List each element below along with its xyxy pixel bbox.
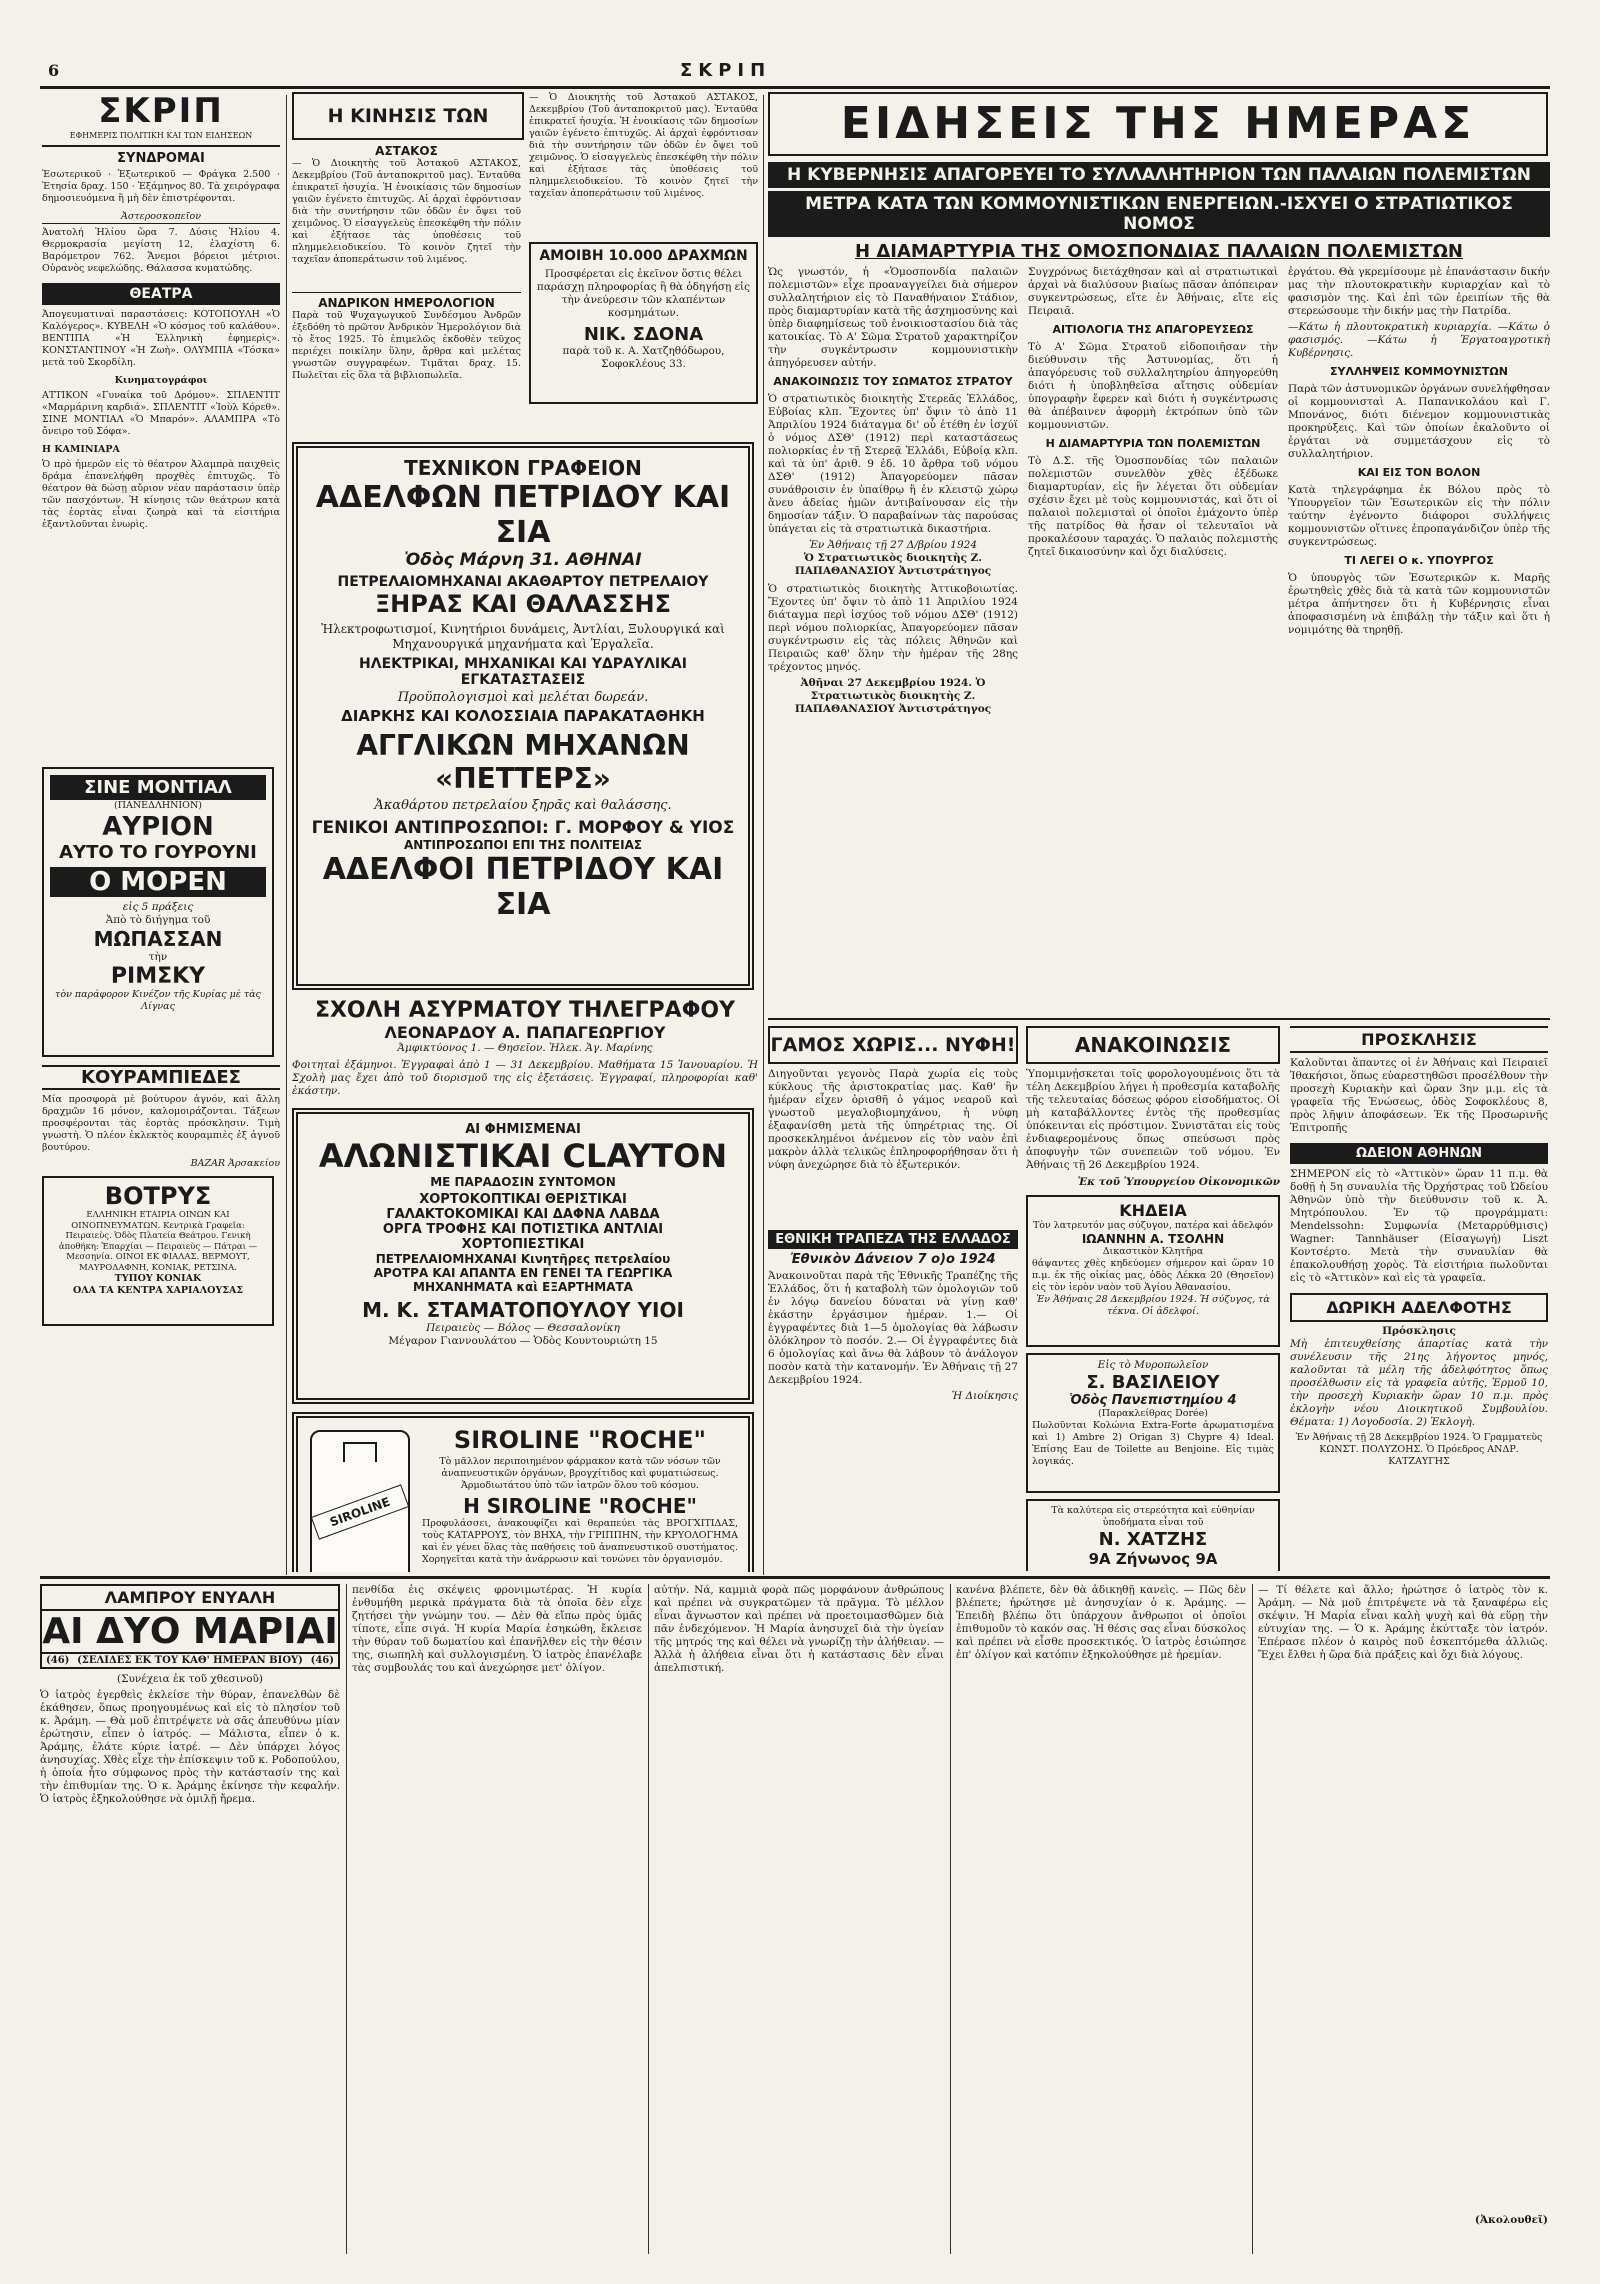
bank-text: Ἀνακοινοῦται παρὰ τῆς Ἐθνικῆς Τραπέζης τῆς Ἑλλάδος, ὅτι ἡ καταβολὴ τῶν ὁμολογιῶν τοῦ ἐν λόγῳ δανείου δύναται νὰ γίνῃ καθ' ἑκάστην ἐργάσιμον ἡμέραν. 1.— Οἱ ἐγγραφέντες διὰ 1—5 ὁμολογίας θὰ λάβωσιν ὁλόκληρον τὸ ποσόν. 2.— Οἱ ἐγγραφέντες διὰ 6 ὁμολογίας καὶ ἄνω θὰ λάβουν τὸ ἀνάλογον ποσὸν κατὰ τὴν κατανομήν. Ἐν Ἀθήναις τῇ 27 Δεκεμβρίου 1924.	[768, 1270, 1018, 1386]
serial-column-2: πενθίδα ἐις σκέψεις φρονιμωτέρας. Ἡ κυρία ἐνθυμήθη μερικὰ πράγματα διὰ τὰ ὁποῖα δὲν εἶχε ζητήσει τὴν γνώμην του. — Δὲν θὰ εἴπω πρὸς ὑμᾶς τίποτε, εἶπε σιγά. Ἡ κυρία Μαρία ἐσηκώθη, ἔκλεισε τὴν θύραν τοῦ δωματίου καὶ ἐπανῆλθεν εἰς τὴν θέσιν της, σιωπηλὴ καὶ συλλογισμένη. Ὁ ἰατρὸς ἐπανέλαβε τὰς συμβουλάς του καὶ ἀνεχώρησε μετ' ὀλίγον.	[352, 1584, 642, 1674]
perfume-name: Σ. ΒΑΣΙΛΕΙΟΥ	[1086, 1372, 1220, 1393]
serial-column-5: — Τί θέλετε καὶ ἄλλο; ἠρώτησε ὁ ἰατρὸς τὸν κ. Ἀράμη. — Νὰ μοῦ ἐπιτρέψετε νὰ τὰ ξαναφέρω εἰς σκέψιν. Ἡ Μαρία εἶναι καλὴ ψυχὴ καὶ θὰ εὕρῃ τὴν εὐτυχίαν της. — Ὁ κ. Ἀράμης ἐκύτταξε τὸν ἰατρόν. Ἐπέρασε πλέον ὁ καιρὸς ποῦ ἐσκεπτόμεθα ἀλλιῶς. Ἔχει ἔλθει ἡ ὥρα διὰ πράξεις καὶ ὄχι διὰ λόγους.	[1258, 1584, 1548, 1661]
cinema-ad-title: ΑΥΤΟ ΤΟ ΓΟΥΡΟΥΝΙ	[59, 842, 257, 863]
doric-sign: Ἐν Ἀθήναις τῇ 28 Δεκεμβρίου 1924. Ὁ Γραμματεὺς ΚΩΝΣΤ. ΠΟΛΥΖΟΗΣ. Ὁ Πρόεδρος ΑΝΔΡ. ΚΑΤΖΑΥΓΗΣ	[1295, 1432, 1543, 1467]
news-bottom-rule	[768, 1018, 1550, 1020]
news-col-a-lead: Ὡς γνωστόν, ἡ «Ὁμοσπονδία παλαιῶν πολεμιστῶν» εἶχε προαναγγείλει διὰ σήμερον συλλαλητήριον εἰς τὸ Παναθήναιον Στάδιον, πρὸς διαμαρτυρίαν κατὰ τῆς ἀσχημοσύνης καὶ ὑπὲρ διαφημίσεως τοῦ ἐνοικιοστασίου διὰ τὰς κατοικίας. Τὸ Α' Σῶμα Στρατοῦ χαρακτηρίζον τὴν συγκέντρωσιν κομμουνιστικὴν ἀπηγόρευσεν αὐτήν.	[768, 266, 1019, 369]
serial-section	[40, 1584, 1550, 2264]
serial-author: ΛΑΜΠΡΟΥ ΕΝΥΑΛΗ	[40, 1584, 340, 1611]
doric-text: Μὴ ἐπιτευχθείσης ἀπαρτίας κατὰ τὴν συνέλευσιν τῆς 21ης λήγοντος μηνός, καλοῦνται τὰ μέλη τῆς ἀδελφότητος ὅπως προσέλθωσιν εἰς τὰ γραφεῖα αὐτῆς, Ἑρμοῦ 10, τὴν προσεχὴ Κυριακὴν ὥραν 10 π.μ. πρὸς ἐκλογὴν νέου Διοικητικοῦ Συμβουλίου. Θέματα: 1) Λογοδοσία. 2) Ἐκλογὴ.	[1290, 1338, 1548, 1428]
serial-column-1: Ὁ ἰατρὸς ἐγερθεὶς ἐκλείσε τὴν θύραν, ἐπανελθὼν δὲ ἐκάθησεν, ὅπως προηγουμένως καὶ εἰς τὸ πλησίον τοῦ κ. Ἀράμη. — Θὰ μοῦ ἐπιτρέψετε νὰ σᾶς ἀπευθύνω μίαν ἐρώτησιν, εἶπεν ὁ ἰατρός. — Μάλιστα, εἶπεν ὁ κ. Ἀράμης, ἐλάτε κύριε ἰατρέ. — Δὲν ὑπάρχει λόγος ἀνησυχίας. Χθὲς εἶχε τὴν ἐπίσκεψιν τοῦ κ. Ροδοπούλου, ἡ ὁποία ἦτο σύμφωνος πρὸς τὴν κατάστασίν της καὶ τὴν ἐπιθυμίαν της. Ὁ κ. Ἀράμης ἐκίνησε τὴν κεφαλήν. Ὁ ἰατρὸς ἐξηκολούθησε νὰ ὁμιλῇ ἤρεμα.	[40, 1689, 340, 1805]
notes-title: Η ΚΑΜΙΝΙΑΡΑ	[42, 444, 120, 455]
clayton-line-4: ΧΟΡΤΟΠΙΕΣΤΙΚΑΙ	[461, 1237, 585, 1252]
wine-ad-brand: ΤΥΠΟΥ ΚΟΝΙΑΚ	[114, 1273, 202, 1284]
news-col-a-date: Ἐν Ἀθήναις τῇ 27 Δ/βρίου 1924	[808, 539, 978, 551]
masthead	[40, 58, 1540, 84]
observatory-text: Ἀνατολή Ἡλίου ὥρα 7. Δύσις Ἡλίου 4. Θερμοκρασία μεγίστη 12, ἐλαχίστη 6. Βαρόμετρον 762. Ἄνεμοι βόρειοι μέτριοι. Οὐρανὸς νεφελώδης. Θάλασσα κυματώδης.	[42, 227, 280, 274]
funeral-sign: Ἐν Ἀθήναις 28 Δεκεμβρίου 1924. Ἡ σύζυγος, τὰ τέκνα. Οἱ ἀδελφοί.	[1036, 1294, 1270, 1317]
serial-end: (Ἀκολουθεῖ)	[1474, 2214, 1548, 2226]
clayton-line-10: Μέγαρον Γιαννουλάτου — Ὁδὸς Κουντουριώτη 15	[388, 1335, 658, 1347]
siroline-bottle-label: SIROLINE	[311, 1484, 409, 1539]
cinema-ad-tomorrow: ΑΥΡΙΟΝ	[102, 812, 214, 842]
serial-column-3: αὐτήν. Νά, καμμιὰ φορὰ πῶς μορφάνουν ἀνθρώπους καὶ πρέπει νὰ συγκρατῶμεν τὰ πρᾶγμα. Τὸ μέλλον εἶναι ἄγνωστον καὶ πρέπει νὰ προετοιμασθῶμεν διὰ πᾶν ἐνδεχόμενον. Ἡ Μαρία ἀνησυχεῖ διὰ τὴν ὑγείαν τῆς μητρός της καὶ θέλει νὰ γνωρίζῃ τὴν ἀλήθειαν. — Ἀλλὰ ἡ ἀλήθεια εἶναι ὅτι ἡ κατάστασις δὲν εἶναι ἀπελπιστική.	[654, 1584, 944, 1674]
news-col-c-subhead-3: ΤΙ ΛΕΓΕΙ Ο κ. ΥΠΟΥΡΓΟΣ	[1344, 554, 1494, 567]
school-address: Ἀμφικτύονος 1. — Θησεῖον. Ἠλεκ. Ἁγ. Μαρίνης	[397, 1042, 653, 1054]
clayton-top: ΑΙ ΦΗΜΙΣΜΕΝΑΙ	[465, 1122, 581, 1137]
petridou-title: ΑΔΕΛΦΩΝ ΠΕΤΡΙΔΟΥ ΚΑΙ ΣΙΑ	[315, 480, 731, 550]
serial-column-4: κανένα βλέπετε, δὲν θὰ ἀδικηθῇ κανεὶς. — Πῶς δὲν βλέπετε; ἠρώτησε μὲ ἀνησυχίαν ὁ κ. Ἀράμης. — Ἐπειδὴ βλέπω ὅτι ὑπάρχουν ἄνθρωποι οἱ ὁποῖοι ἐπιθυμοῦν τὸ κακόν σας. Ἡ θέσις σας εἶναι δύσκολος καὶ πρέπει νὰ εἶσθε προσεκτικός. Ὁ ἰατρὸς ἐσιώπησε ἐπ' ὀλίγον καὶ κατόπιν ἐξηκολούθησε μὲ ἡρεμίαν.	[956, 1584, 1246, 1661]
news-banner	[768, 92, 1548, 156]
news-col-a-subhead: ΑΝΑΚΟΙΝΩΣΙΣ ΤΟΥ ΣΩΜΑΤΟΣ ΣΤΡΑΤΟΥ	[773, 375, 1013, 388]
curtains-sign: BAZAR Ἀρσακείου	[190, 1158, 280, 1169]
petridou-line-4: ΗΛΕΚΤΡΙΚΑΙ, ΜΗΧΑΝΙΚΑΙ ΚΑΙ ΥΔΡΑΥΛΙΚΑΙ ΕΓΚΑΤΑΣΤΑΣΕΙΣ	[359, 656, 687, 688]
doric-title: ΔΩΡΙΚΗ ΑΔΕΛΦΟΤΗΣ	[1290, 1293, 1548, 1322]
news-col-c-subhead-2: ΚΑΙ ΕΙΣ ΤΟΝ ΒΟΛΟΝ	[1357, 466, 1481, 479]
announce-sign: Ἐκ τοῦ Ὑπουργείου Οἰκονομικῶν	[1077, 1176, 1280, 1188]
wine-ad-text: ΕΛΛΗΝΙΚΗ ΕΤΑΙΡΙΑ ΟΙΝΩΝ ΚΑΙ ΟΙΝΟΠΝΕΥΜΑΤΩΝ. Κεντρικὰ Γραφεῖα: Πειραιεὺς. Ὁδὸς Πλατεία Θεάτρου. Γενικὴ ἀποθήκη: Ἐπαρχίαι — Πειραιεὺς — Πάτραι — Μεσσηνία. ΟΙΝΟΙ ΕΚ ΦΙΑΛΑΣ. ΒΕΡΜΟΥΤ, ΜΑΥΡΟΔΑΦΝΗ, ΚΟΝΙΑΚ, ΡΕΤΣΙΝΑ.	[58, 1210, 258, 1273]
petridou-line-10: ΑΝΤΙΠΡΟΣΩΠΟΙ ΕΠΙ ΤΗΣ ΠΟΛΙΤΕΙΑΣ	[403, 838, 643, 852]
reward-ad	[529, 242, 758, 404]
petridou-line-1: ΠΕΤΡΕΛΑΙΟΜΗΧΑΝΑΙ ΑΚΑΘΑΡΤΟΥ ΠΕΤΡΕΛΑΙΟΥ	[337, 574, 709, 590]
petridou-line-6: ΔΙΑΡΚΗΣ ΚΑΙ ΚΟΛΟΣΣΙΑΙΑ ΠΑΡΑΚΑΤΑΘΗΚΗ	[341, 707, 705, 725]
announce-text: Ὑπομιμνῄσκεται τοῖς φορολογουμένοις ὅτι τὰ τέλη Δεκεμβρίου λήγει ἡ προθεσμία καταβολῆς τῆς τελευταίας δόσεως φόρου εἰσοδήματος. Οἱ μὴ καταβάλλοντες ἐντὸς τῆς προθεσμίας ὑπόκεινται εἰς πρόστιμον. Συνιστᾶται εἰς τοὺς ἐνδιαφερομένους ὅπως σπεύσωσι πρὸς ἀποφυγὴν τῶν συνεπειῶν τοῦ νόμου. Ἐν Ἀθήναις τῇ 26 Δεκεμβρίου 1924.	[1026, 1068, 1280, 1171]
news-title: ΕΙΔΗΣΕΙΣ ΤΗΣ ΗΜΕΡΑΣ	[840, 98, 1476, 149]
cinema-ad-sub: (ΠΑΝΕΔΛΗΝΙΟΝ)	[114, 800, 202, 811]
subscriptions-title: ΣΥΝΔΡΟΜΑΙ	[117, 151, 205, 166]
news-col-a-text: Ὁ στρατιωτικὸς διοικητὴς Στερεᾶς Ἑλλάδος, Εὐβοίας κλπ. Ἔχοντες ὑπ' ὄψιν τὸ ἀπὸ 11 Ἀπριλίου 1924 διάταγμα δι' οὗ ἐτέθη ἐν ἰσχύϊ ὁ νόμος ΔΣΘ' (1912) περὶ καταστάσεως πολιορκίας ἐν τῇ Στερεᾷ Ἑλλάδι, Εὐβοίᾳ κλπ. καὶ τὰ ὑπ' ἀριθ. 9 ἐδ. 10 ἄρθρα τοῦ νόμου ΔΣΘ' (1912) Ἀπαγορεύομεν πᾶσαν συνάθροισιν ἐν ὑπαίθρῳ ἢ ἐν κλειστῷ χώρῳ ἄνευ ἀδείας ἡμῶν ἀντιβαίνουσαν εἰς τὴν δημοσίαν τάξιν. Ὁ παραβαίνων τὰς παρούσας ὑπάγεται εἰς τὰ στρατιωτικὰ δικαστήρια.	[768, 393, 1018, 535]
school-text: Φοιτηταὶ ἐξάμηνοι. Ἐγγραφαὶ ἀπὸ 1 — 31 Δεκεμβρίου. Μαθήματα 15 Ἰανουαρίου. Ἡ Σχολὴ μας ἔχει ἀπὸ τοῦ διορισμοῦ της εἰς ἐξετάσεις. Ἐγγραφαί, πληροφορίαι καθ' ἑκάστην.	[292, 1059, 758, 1097]
reward-text: Προσφέρεται εἰς ἐκεῖνον ὅστις θέλει παράσχῃ πληροφορίας ἢ θὰ ὁδηγήσῃ εἰς τὴν ἀνεύρεσιν τῶν κλαπέντων κοσμημάτων.	[536, 268, 751, 319]
clayton-line-3: ΟΡΓΑ ΤΡΟΦΗΣ ΚΑΙ ΠΟΤΙΣΤΙΚΑ ΑΝΤΛΙΑΙ	[382, 1222, 664, 1237]
bank-title: ΕΘΝΙΚΗ ΤΡΑΠΕΖΑ ΤΗΣ ΕΛΛΑΔΟΣ	[768, 1230, 1018, 1249]
perfume-address: Ὁδὸς Πανεπιστημίου 4	[1069, 1393, 1237, 1408]
column-rule	[763, 95, 764, 1575]
shoe-ad-text: Τὰ καλύτερα εἰς στερεότητα καὶ εὐθηνίαν ὑποδήματα εἶναι τοῦ	[1051, 1505, 1255, 1528]
serial-rule	[40, 1576, 1550, 1579]
siroline-title-2: Η SIROLINE "ROCHE"	[463, 1494, 697, 1518]
petridou-line-5: Προϋπολογισμοὶ καὶ μελέται δωρεάν.	[397, 690, 649, 705]
cinema-ad-from: Ἀπὸ τὸ διήγημα τοῦ	[105, 914, 211, 926]
funeral-role: Δικαστικὸν Κλητῆρα	[1102, 1246, 1204, 1257]
place-text: — Ὁ Διοικητὴς τοῦ Ἀστακοῦ ΑΣΤΑΚΟΣ, Δεκεμβρίου (Τοῦ ἀνταποκριτοῦ μας). Ἐνταῦθα ἐπικρατεῖ ἡσυχία. Ἡ ἐνοικίασις τῶν δημοσίων γαιῶν ἐγένετο ἐπιτυχῶς. Αἱ ἀρχαὶ ἐφρόντισαν διὰ τὴν συντήρησιν τῶν ὁδῶν ἐν ὄψει τοῦ χειμῶνος. Ὁ εἰσαγγελεὺς ἐπεσκέφθη τὴν πόλιν καὶ ἐξήτασε τὰς ὑποθέσεις τοῦ πλημμελειοδικείου. Τὸ κοινὸν ζητεῖ τὴν ταχεῖαν ἀποπεράτωσιν τοῦ λιμένος.	[292, 158, 521, 265]
school-director: ΛΕΟΝΑΡΔΟΥ Α. ΠΑΠΑΓΕΩΡΓΙΟΥ	[384, 1023, 666, 1042]
funeral-name: ΙΩΑΝΝΗΝ Α. ΤΣΟΛΗΝ	[1081, 1232, 1225, 1246]
clayton-line-6: ΑΡΟΤΡΑ ΚΑΙ ΑΠΑΝΤΑ ΕΝ ΓΕΝΕΙ ΤΑ ΓΕΩΡΓΙΚΑ	[373, 1266, 673, 1280]
clayton-line-5: ΠΕΤΡΕΛΑΙΟΜΗΧΑΝΑΙ Κινητῆρες πετρελαίου	[375, 1252, 671, 1266]
news-col-c-text-2: Κατὰ τηλεγράφημα ἐκ Βόλου πρὸς τὸ Ὑπουργεῖον τῶν Ἐσωτερικῶν εἰς τὴν πόλιν ταύτην ἐγένοντο διάφοροι συλλήψεις κομμουνιστῶν οἵτινες ἐπροπαγάνδιζον ὑπὲρ τῆς συγκεντρώσεως.	[1288, 484, 1550, 548]
petridou-line-11: ΑΔΕΛΦΟΙ ΠΕΤΡΙΔΟΥ ΚΑΙ ΣΙΑ	[322, 852, 724, 922]
clayton-sub: ΜΕ ΠΑΡΑΔΟΣΙΝ ΣΥΝΤΟΜΟΝ	[430, 1175, 616, 1189]
concert-text: ΣΗΜΕΡΟΝ εἰς τὸ «Ἀττικὸν» ὥραν 11 π.μ. θὰ δοθῇ ἡ 5η συναυλία τῆς Ὀρχήστρας τοῦ Ὠδείου Ἀθηνῶν ὑπὸ τὴν διεύθυνσιν τοῦ κ. Ἀ. Μητρόπουλου. Ἐν τῷ προγράμματι: Mendelssohn: Συμφωνία (Μεταρρύθμισις) Wagner: Tannhäuser (Εἰσαγωγή) Liszt Κοντσέρτο. Μετὰ τὴν συναυλίαν θὰ ἐπακολουθήσῃ χορὸς. Τὰ εἰσιτήρια πωλοῦνται εἰς τὸ «Ἀττικὸν» καὶ εἰς τὰ γραφεῖα.	[1290, 1168, 1548, 1284]
news-col-c-text-3: Ὁ ὑπουργὸς τῶν Ἐσωτερικῶν κ. Μαρῆς ἐρωτηθεὶς χθὲς διὰ τὰ κατὰ τῶν κομμουνιστῶν μέτρα ἀπήντησεν ὅτι ἡ Κυβέρνησις εἶναι ἀποφασισμένη νὰ ἐπιβάλῃ τὴν τάξιν καὶ ὅτι ἡ νομιμότης θὰ τηρηθῇ.	[1288, 572, 1550, 636]
news-col-b-text: Τὸ Α' Σῶμα Στρατοῦ εἰδοποιῆσαν τὴν διεύθυνσιν τῆς Ἀστυνομίας, ὅτι ἡ ἀπαγόρευσις τοῦ συλλαλητηρίου ἀπηγορεύθη διότι ἡ ὑποβληθεῖσα αἴτησις οὐδεμίαν ὑπογραφὴν ἔφερεν καὶ διότι ἡ συγκέντρωσις θὰ ἀπέβαινεν ἀφορμὴ ἐκτρόπων ὑπὸ τῶν κομμουνιστῶν.	[1028, 341, 1278, 431]
column-rule	[286, 95, 287, 1575]
funeral-notice	[1026, 1195, 1280, 1347]
announce-heading	[1026, 1026, 1280, 1064]
news-col-a-sign-2: Ἀθῆναι 27 Δεκεμβρίου 1924. Ὁ Στρατιωτικὸς διοικητὴς Ζ. ΠΑΠΑΘΑΝΑΣΙΟΥ Ἀντιστράτηγος	[794, 677, 992, 715]
shoe-ad-address: 9Α Ζήνωνος 9Α	[1088, 1550, 1218, 1568]
cinema-ad-footer: τὸν παράφορον Κινέζον τῆς Κυρίας μὲ τὰς Λίγνας	[55, 989, 261, 1012]
announce-title: ΑΝΑΚΟΙΝΩΣΙΣ	[1074, 1033, 1232, 1057]
serial-rule	[346, 1584, 347, 2254]
news-col-c-text: Παρὰ τῶν ἀστυνομικῶν ὀργάνων συνελήφθησαν οἱ κομμουνισταὶ Α. Παπανικολάου καὶ Γ. Μπονάνος, διότι διένεμον κομμουνιστικὰς προκηρύξεις. Καὶ τῶν ὁποίων ἐκαλοῦντο οἱ ἐργάται νὰ συμμετάσχουν εἰς τὸ συλλαλητήριον.	[1288, 383, 1550, 460]
siroline-p2: Προφυλάσσει, ἀνακουφίζει καὶ θεραπεύει τὰς ΒΡΟΓΧΙΤΙΔΑΣ, τοὺς ΚΑΤΑΡΡΟΥΣ, τὸν ΒΗΧΑ, τὴν ΓΡΙΠΠΗΝ, τὴν ΚΡΥΟΛΟΓΗΜΑ καὶ ἐν γένει ὅλας τὰς παθήσεις τοῦ ἀναπνευστικοῦ συστήματος. Χορηγεῖται κατὰ τὴν ἀνάρρωσιν καὶ τονώνει τὸν ὀργανισμόν.	[422, 1518, 738, 1565]
wine-ad-footer: ΟΛΑ ΤΑ ΚΕΝΤΡΑ ΧΑΡΙΑΛΟΥΣΑΣ	[72, 1285, 244, 1296]
serial-rule	[648, 1584, 649, 2254]
masthead-name: ΣΚΡΙΠ	[680, 60, 772, 81]
perfume-lead: Εἰς τὸ Μυροπωλεῖον	[1097, 1359, 1209, 1371]
petridou-ad	[292, 442, 754, 990]
reward-title: ΑΜΟΙΒΗ 10.000 ΔΡΑΧΜΩΝ	[539, 248, 748, 264]
serial-sub: (ΣΕΛΙΔΕΣ ΕΚ ΤΟΥ ΚΑΘ' ΗΜΕΡΑΝ ΒΙΟΥ)	[77, 1655, 303, 1666]
siroline-p1: Τὸ μᾶλλον περιποιημένον φάρμακον κατὰ τῶν νόσων τῶν ἀναπνευστικῶν ὀργάνων, βρογχίτιδος καὶ φυματιώσεως. Ἀρμοδιωτάτου ὑπὸ τῶν ἰατρῶν ὅλου τοῦ κόσμου.	[439, 1456, 721, 1491]
cinema-ad	[42, 767, 274, 1057]
siroline-ad	[292, 1412, 754, 1572]
place-name: ΑΣΤΑΚΟΣ	[375, 144, 438, 158]
reward-name: ΝΙΚ. ΣΔΟΝΑ	[583, 324, 704, 345]
serial-column-5-wrap	[1258, 1584, 1548, 2254]
shoe-ad-name: Ν. ΧΑΤΖΗΣ	[1098, 1529, 1208, 1550]
news-headline-3: Η ΔΙΑΜΑΡΤΥΡΙΑ ΤΗΣ ΟΜΟΣΠΟΝΔΙΑΣ ΠΑΛΑΙΩΝ ΠΟΛΕΜΙΣΤΩΝ	[855, 241, 1463, 262]
shoe-ad	[1026, 1499, 1280, 1571]
cinema-ad-parts: εἰς 5 πράξεις	[122, 901, 194, 913]
funeral-lead: Τὸν λατρευτόν μας σύζυγον, πατέρα καὶ ἀδελφόν	[1032, 1220, 1274, 1231]
cinema-ad-name: ΣΙΝΕ ΜΟΝΤΙΑΛ	[50, 775, 266, 800]
perfume-ad	[1026, 1353, 1280, 1493]
clayton-title: ΑΛΩΝΙΣΤΙΚΑΙ CLAYTON	[318, 1137, 728, 1175]
masthead-rule	[40, 86, 1550, 89]
invite-title: ΠΡΟΣΚΛΗΣΙΣ	[1290, 1026, 1548, 1053]
perfume-text: Πωλοῦνται Κολώνια Extra-Forte ἀρωματισμένα καὶ 1) Ambre 2) Origan 3) Chypre 4) Ideal. Ἐπίσης Eau de Toilette au Benjoine. Εἰς τιμὰς λογικάς.	[1032, 1420, 1274, 1467]
page-number: 6	[48, 61, 60, 80]
siroline-title: SIROLINE "ROCHE"	[453, 1426, 707, 1454]
serial-number: (46)	[46, 1655, 70, 1666]
siroline-bottle-icon	[310, 1430, 410, 1572]
wedding-text: Διηγοῦνται γεγονὸς Παρὰ χωρία εἰς τοὺς κύκλους τῆς ἀριστοκρατίας μας. Καθ' ἣν ἡμέραν εἶχεν ὁρισθῆ ὁ γάμος νεαροῦ καὶ γνωστοῦ μεγαλοβιομηχάνου, ἡ νύφη ἐξαφανίσθη μετὰ τῆς ὑπηρέτριας της. Οἱ προσκεκλημένοι ἀνέμενον εἰς τὸν ναὸν ἐπὶ μακρὸν ἀλλὰ τελικῶς ἐπληροφορήθησαν ὅτι ἡ νύφη ἀνεχώρησε διὰ τὸ ἐξωτερικόν.	[768, 1068, 1018, 1171]
clayton-line-2: ΓΑΛΑΚΤΟΚΟΜΙΚΑΙ ΚΑΙ ΔΑΦΝΑ ΛΑΒΔΑ	[386, 1207, 660, 1222]
theatres-title: ΘΕΑΤΡΑ	[42, 283, 280, 305]
serial-rule	[1252, 1584, 1253, 2254]
concert-title: ΩΔΕΙΟΝ ΑΘΗΝΩΝ	[1290, 1143, 1548, 1164]
paper-tagline: ΕΦΗΜΕΡΙΣ ΠΟΛΙΤΙΚΗ ΚΑΙ ΤΩΝ ΕΙΔΗΣΕΩΝ	[42, 130, 280, 147]
serial-rule	[950, 1584, 951, 2254]
news-headline-2: ΜΕΤΡΑ ΚΑΤΑ ΤΩΝ ΚΟΜΜΟΥΝΙΣΤΙΚΩΝ ΕΝΕΡΓΕΙΩΝ.-ΙΣΧΥΕΙ Ο ΣΤΡΑΤΙΩΤΙΚΟΣ ΝΟΜΟΣ	[768, 191, 1550, 237]
news-col-c-list: —Κάτω ἡ πλουτοκρατικὴ κυριαρχία. —Κάτω ὁ φασισμός. —Κάτω ἡ Ἐργατοαγροτικὴ Κυβέρνησις.	[1288, 321, 1550, 359]
invite-column	[1290, 1026, 1548, 1571]
invite-text: Καλοῦνται ἅπαντες οἱ ἐν Ἀθήναις καὶ Πειραιεῖ Ἰθακήσιοι, ὅπως εὐαρεστηθῶσι προσέλθουν τὴν προσεχὴ Κυριακὴν καὶ ὥραν 3ην μ.μ. εἰς τὰ γραφεῖα τῆς Ἑνώσεως, ὁδὸς Σοφοκλέους 8, πρὸς λῆψιν ἀποφάσεων. Ἐκ τῆς Προσωρινῆς Ἐπιτροπῆς	[1290, 1057, 1548, 1134]
news-col-b-subhead-2: Η ΔΙΑΜΑΡΤΥΡΙΑ ΤΩΝ ΠΟΛΕΜΙΣΤΩΝ	[1045, 437, 1261, 450]
clayton-line-1: ΧΟΡΤΟΚΟΠΤΙΚΑΙ ΘΕΡΙΣΤΙΚΑΙ	[419, 1192, 627, 1207]
serial-title: ΑΙ ΔΥΟ ΜΑΡΙΑΙ	[40, 1611, 340, 1654]
reward-address: παρὰ τοῦ κ. Α. Χατζηθόδωρου, Σοφοκλέους 33.	[562, 345, 725, 370]
news-col-b-subhead: ΑΙΤΙΟΛΟΓΙΑ ΤΗΣ ΑΠΑΓΟΡΕΥΣΕΩΣ	[1052, 323, 1254, 336]
cinemas-title: Κινηματογράφοι	[114, 375, 208, 386]
wine-ad-title: ΒΟΤΡΥΣ	[104, 1182, 212, 1210]
theatres-text: Ἀπογευματιναὶ παραστάσεις: ΚΟΤΟΠΟΥΛΗ «Ὁ Καλόγερος». ΚΥΒΕΛΗ «Ὁ κόσμος τοῦ καλάθου». ΒΕΝΤΙΠΑ «Ἡ Ἑλληνικὴ ἐφημερὶς». ΚΟΝΣΤΑΝΤΙΝΟΥ «Ἡ Ζωὴ». ΟΛΥΜΠΙΑ «Τόσκα» μετὰ τοῦ Σκορδίλη.	[42, 309, 280, 368]
almanac-title: ΑΝΔΡΙΚΟΝ ΗΜΕΡΟΛΟΓΙΟΝ	[292, 292, 521, 310]
bank-sign: Ἡ Διοίκησις	[951, 1390, 1018, 1402]
news-section	[768, 92, 1550, 1012]
announce-column	[1026, 1026, 1280, 1571]
bank-sub: Ἐθνικὸν Δάνειον 7 ο)ο 1924	[790, 1252, 996, 1267]
funeral-text: θάψαντες χθὲς κηδεύομεν σήμερον καὶ ὥραν 10 π.μ. ἐκ τῆς οἰκίας μας, ὁδὸς Λέκκα 20 (Θησεῖον) εἰς τὸν ἱερὸν ναὸν τοῦ Ἁγίου Ἀθανασίου.	[1032, 1258, 1274, 1293]
serial-number-2: (46)	[310, 1655, 334, 1666]
petridou-top: ΤΕΧΝΙΚΟΝ ΓΡΑΦΕΙΟΝ	[404, 456, 642, 480]
cinema-ad-composer: ΡΙΜΣΚΥ	[110, 964, 206, 989]
perfume-address-2: (Παρακλείθρας Dorée)	[1098, 1408, 1208, 1419]
cinema-ad-author: ΜΩΠΑΣΣΑΝ	[93, 927, 223, 951]
wedding-heading	[768, 1026, 1018, 1064]
column-left	[42, 92, 280, 1572]
wine-ad	[42, 1176, 274, 1326]
cinema-ad-film: Ο ΜΟΡΕΝ	[50, 867, 266, 897]
notes-text: Ὁ πρὸ ἡμερῶν εἰς τὸ θέατρον Ἀλαμπρὰ παιχθεὶς δράμα ἐπανελήφθη προχθὲς ἐπιτυχῶς. Τὸ θέατρον θὰ δώσῃ αὔριον νέαν παράστασιν ὑπὲρ τῶν πασχόντων. Ἡ κίνησις τῶν θεάτρων κατὰ τὰς ἑορτὰς εἶναι ζωηρὰ καὶ τὰ εἰσιτήρια ἐξαντλοῦνται ἐνωρὶς.	[42, 459, 280, 530]
provinces-text-cont: — Ὁ Διοικητὴς τοῦ Ἀστακοῦ ΑΣΤΑΚΟΣ, Δεκεμβρίου (Τοῦ ἀνταποκριτοῦ μας). Ἐνταῦθα ἐπικρατεῖ ἡσυχία. Ἡ ἐνοικίασις τῶν δημοσίων γαιῶν ἐγένετο ἐπιτυχῶς. Αἱ ἀρχαὶ ἐφρόντισαν διὰ τὴν συντήρησιν τῶν ὁδῶν ἐν ὄψει τοῦ χειμῶνος. Ὁ εἰσαγγελεὺς ἐπεσκέφθη τὴν πόλιν καὶ ἐξήτασε τὰς ὑποθέσεις τοῦ πλημμελειοδικείου. Τὸ κοινὸν ζητεῖ τὴν ταχεῖαν ἀποπεράτωσιν τοῦ λιμένος.	[529, 92, 758, 199]
subscriptions-text: Ἐσωτερικοῦ · Ἐξωτερικοῦ — Φράγκα 2.500 · Ἐτησία δραχ. 150 · Ἑξάμηνος 80. Τὰ χειρόγραφα δημοσιευόμενα ἢ μὴ δὲν ἐπιστρέφονται.	[42, 169, 280, 204]
provinces-heading	[292, 92, 524, 140]
paper-logo: ΣΚΡΙΠ	[98, 92, 224, 131]
petridou-address: Ὁδὸς Μάρνη 31. ΑΘΗΝΑΙ	[404, 550, 642, 570]
news-col-a-text-2: Ὁ στρατιωτικὸς διοικητὴς Ἀττικοβοιωτίας. Ἔχοντες ὑπ' ὄψιν τὸ ἀπὸ 11 Ἀπριλίου 1924 διάταγμα περὶ ἰσχύος τοῦ νόμου ΔΣΘ' (1912) περὶ νόμου πολιορκίας, Ἀπαγορεύομεν πᾶσαν συγκέντρωσιν εἰς τὰς πόλεις Ἀθηνῶν καὶ Πειραιῶς καθ' ὅλην τὴν ἡμέραν τῆς 28ης τρέχοντος μηνός.	[768, 583, 1018, 673]
news-col-c-lead: ἐργάτου. Θὰ γκρεμίσουμε μὲ ἐπανάστασιν δικήν μας τὴν πλουτοκρατικὴν κυριαρχίαν καὶ τὸ φασισμὸν της. Καὶ ἐπὶ τῶν ἐρειπίων τῆς θὰ στερεώσουμε τὴν δικήν μας τὴν Πατρίδα.	[1288, 266, 1550, 317]
news-col-b-text-2: Τὸ Δ.Σ. τῆς Ὁμοσπονδίας τῶν παλαιῶν πολεμιστῶν συνελθὸν χθὲς ἐξέδωκε διαμαρτυρίαν, εἰς ἣν λέγεται ὅτι οὐδεμίαν σχέσιν ἔχει μὲ τοὺς κομμουνιστάς, καὶ ὅτι οἱ παλαιοὶ πολεμισταὶ οἱ ὁποῖοι ἐμάχοντο ὑπὲρ τῆς πατρίδος θὰ ἦσαν οἱ τελευταῖοι νὰ προκαλέσουν ταραχάς. Ὁ παλαιὸς πολεμιστὴς ζητεῖ δικαιοσύνην καὶ ὄχι διαλύσεις.	[1028, 455, 1278, 558]
clayton-line-8: Μ. Κ. ΣΤΑΜΑΤΟΠΟΥΛΟΥ ΥΙΟΙ	[362, 1298, 684, 1322]
petridou-line-8: Ἀκαθάρτου πετρελαίου ξηρᾶς καὶ θαλάσσης.	[374, 798, 672, 813]
wedding-column	[768, 1026, 1018, 1571]
news-col-b-lead: Συγχρόνως διετάχθησαν καὶ αἱ στρατιωτικαὶ ἀρχαὶ νὰ διαλύσουν βιαίως πᾶσαν ἀπόπειραν συγκεντρώσεως, εἴτε ἐν Ἀθήναις, εἴτε εἰς Πειραιᾶ.	[1028, 266, 1278, 317]
curtains-text: Μία προσφορὰ μὲ βούτυρον ἀγνόν, καὶ ἄλλη δραχμῶν 16 μόνον, καλομοιράζονται. Τάξεων προσφέρονται τὰς ἑορτὰς πρόσκλησιν. Τιμὴ γνωστὴ. Ὁ πλέον ἐκλεκτὸς κουραμπιὲς ἐξ ἀγνοῦ βουτύρου.	[42, 1094, 280, 1153]
cinemas-text: ΑΤΤΙΚΟΝ «Γυναίκα τοῦ Δρόμου». ΣΠΛΕΝΤΙΤ «Μαρμάρινη καρδιά». ΣΠΛΕΝΤΙΤ «Ἰοὺλ Κόρεθ». ΣΙΝΕ ΜΟΝΤΙΑΛ «Ὁ Μπαρόν». ΑΛΑΜΠΡΑ «Τὸ ὄνειρο τοῦ Σόφα».	[42, 390, 280, 437]
petridou-line-2: ΞΗΡΑΣ ΚΑΙ ΘΑΛΑΣΣΗΣ	[374, 590, 671, 618]
serial-subline	[40, 1654, 340, 1669]
serial-continued: (Συνέχεια ἐκ τοῦ χθεσινοῦ)	[116, 1673, 264, 1685]
news-col-a-sign: Ὁ Στρατιωτικὸς διοικητὴς Ζ. ΠΑΠΑΘΑΝΑΣΙΟΥ Ἀντιστράτηγος	[794, 552, 992, 577]
almanac-text: Παρὰ τοῦ Ψυχαγωγικοῦ Συνδέσμου Ἀνδρῶν ἐξεδόθη τὸ πρῶτον Ἀνδρικὸν Ἡμερολόγιον διὰ τὸ ἔτος 1925. Τὸ ἐπιμελῶς ἐκδοθὲν τεῦχος περιέχει ποικίλην ὕλην, ἄρθρα καὶ μελέτας γνωστῶν συγγραφέων. Τιμᾶται δραχ. 15. Πωλεῖται εἰς ὅλα τὰ βιβλιοπωλεῖα.	[292, 310, 521, 381]
petridou-line-9: ΓΕΝΙΚΟΙ ΑΝΤΙΠΡΟΣΩΠΟΙ: Γ. ΜΟΡΦΟΥ & ΥΙΟΣ	[311, 818, 735, 838]
cinema-ad-music-line: τὴν	[148, 951, 168, 963]
petridou-line-3: Ἠλεκτροφωτισμοί, Κινητήριοι δυνάμεις, Ἀντλίαι, Ξυλουργικά καὶ Μηχανουργικά μηχανήματα καὶ Ἐργαλεῖα.	[321, 622, 725, 651]
doric-sub: Πρόσκλησις	[1382, 1325, 1456, 1337]
clayton-line-7: ΜΗΧΑΝΗΜΑΤΑ καὶ ΕΞΑΡΤΗΜΑΤΑ	[413, 1280, 633, 1294]
curtains-title: ΚΟΥΡΑΜΠΙΕΔΕΣ	[42, 1065, 280, 1090]
column-middle	[292, 92, 758, 1572]
school-title: ΣΧΟΛΗ ΑΣΥΡΜΑΤΟΥ ΤΗΛΕΓΡΑΦΟΥ	[314, 998, 736, 1023]
funeral-title: ΚΗΔΕΙΑ	[1119, 1201, 1187, 1220]
petridou-line-7: ΑΓΓΛΙΚΩΝ ΜΗΧΑΝΩΝ «ΠΕΤΤΕΡΣ»	[356, 729, 690, 795]
observatory-title: Ἀστεροσκοπεῖον	[42, 211, 280, 224]
provinces-title: Η ΚΙΝΗΣΙΣ ΤΩΝ	[327, 105, 489, 127]
clayton-line-9: Πειραιεὺς — Βόλος — Θεσσαλονίκη	[426, 1322, 620, 1334]
news-headline-1: Η ΚΥΒΕΡΝΗΣΙΣ ΑΠΑΓΟΡΕΥΕΙ ΤΟ ΣΥΛΛΑΛΗΤΗΡΙΟΝ ΤΩΝ ΠΑΛΑΙΩΝ ΠΟΛΕΜΙΣΤΩΝ	[768, 162, 1550, 188]
clayton-ad	[292, 1108, 754, 1404]
news-col-c-subhead: ΣΥΛΛΗΨΕΙΣ ΚΟΜΜΟΥΝΙΣΤΩΝ	[1330, 365, 1508, 378]
wedding-title: ΓΑΜΟΣ ΧΩΡΙΣ... ΝΥΦΗ!	[770, 1034, 1016, 1056]
